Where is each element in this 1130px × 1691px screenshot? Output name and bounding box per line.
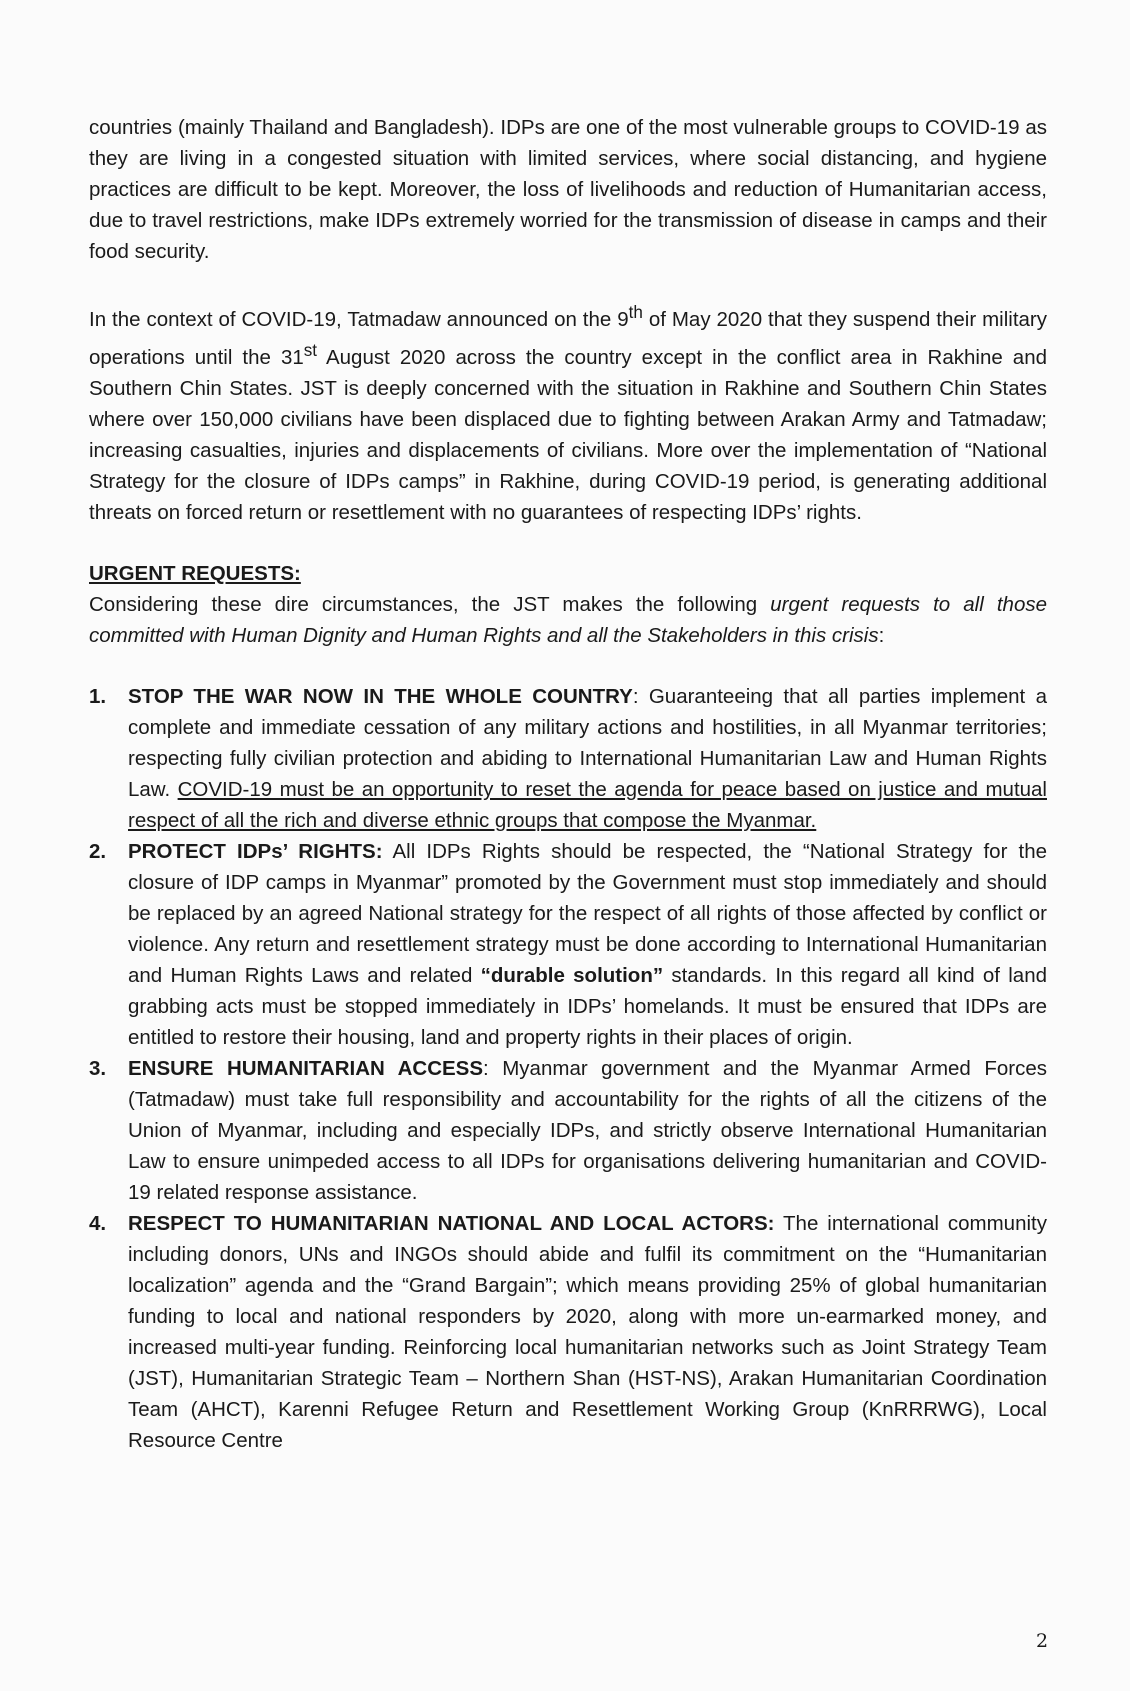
para2-text-c: August 2020 across the country except in the conflict area in Rakhine and Southern Chin States. JST is deeply concerned with the situation in Rakhine and Southern Chin States where over 150,000 civilians have been displaced due to fighting between Arakan Army and Tatmadaw; increasing casualties, injuries and displacements of civilians. More over the implementation of “National Strategy for the closure of IDPs camps” in Rakhine, during COVID-19 period, is generating additional threats on forced return or resettlement with no guarantees of respecting IDPs’ rights. [89,345,1048,524]
request-item-3 [89,1053,1047,1208]
urgent-requests-intro [89,589,1047,651]
intro-italic-text: urgent requests to all those committed with Human Dignity and Human Rights and all the Stakeholders in this crisis [89,592,1047,647]
request-item-2 [89,836,1047,1053]
request-number: 2. [89,839,107,863]
document-body [89,112,1047,1456]
request-underlined-text: COVID-19 must be an opportunity to reset the agenda for peace based on justice and mutual respect of all the rich and diverse ethnic groups that compose the Myanmar. [128,777,1047,832]
request-text: : Guaranteeing that all parties implement a complete and immediate cessation of any military actions and hostilities, in all Myanmar territories; respecting fully civilian protection and abiding to International Humanitarian Law and Human Rights Law. [128,684,1048,801]
paragraph-tatmadaw-context [89,297,1047,528]
request-item-4 [89,1208,1047,1456]
request-title: RESPECT TO HUMANITARIAN NATIONAL AND LOCAL ACTORS: [128,1211,775,1235]
urgent-requests-heading: URGENT REQUESTS: [89,561,301,585]
request-bold-phrase: “durable solution” [480,963,664,987]
request-number: 1. [89,684,107,708]
request-text: The international community including donors, UNs and INGOs should abide and fulfil its commitment on the “Humanitarian localization” agenda and the “Grand Bargain”; which means providing 25% of global humanitarian funding to local and national responders by 2020, along with more un-earmarked money, and increased multi-year funding. Reinforcing local humanitarian networks such as Joint Strategy Team (JST), Humanitarian Strategic Team – Northern Shan (HST-NS), Arakan Humanitarian Coordination Team (AHCT), Karenni Refugee Return and Resettlement Working Group (KnRRRWG), Local Resource Centre [128,1211,1047,1452]
para2-text-a: In the context of COVID-19, Tatmadaw announced on the 9 [89,307,629,331]
request-title: ENSURE HUMANITARIAN ACCESS [128,1056,484,1080]
request-number: 4. [89,1211,107,1235]
ordinal-superscript: st [303,340,318,360]
intro-text: Considering these dire circumstances, the JST makes the following [89,592,771,616]
request-title: STOP THE WAR NOW IN THE WHOLE COUNTRY [128,684,633,708]
request-text: All IDPs Rights should be respected, the “National Strategy for the closure of IDP camps in Myanmar” promoted by the Government must stop immediately and should be replaced by an agreed National strategy for the respect of all rights of those affected by conflict or violence. Any return and resettlement strategy must be done according to International Humanitarian and Human Rights Laws and related [128,839,1047,987]
para2-text-b: of May 2020 that they suspend their military operations until the 31 [89,307,1048,369]
request-text-continued: standards. In this regard all kind of land grabbing acts must be stopped immediately in IDPs’ homelands. It must be ensured that IDPs are entitled to restore their housing, land and property rights in their places of origin. [128,963,1048,1049]
page-number: 2 [1036,1630,1049,1652]
request-title: PROTECT IDPs’ RIGHTS: [128,839,383,863]
ordinal-superscript: th [628,303,643,322]
request-item-1 [89,681,1047,836]
requests-list [89,681,1047,1456]
paragraph-idp-vulnerability: countries (mainly Thailand and Bangladesh). IDPs are one of the most vulnerable groups to COVID-19 as they are living in a congested situation with limited services, where social distancing, and hygiene practices are difficult to be kept. Moreover, the loss of livelihoods and reduction of Humanitarian access, due to travel restrictions, make IDPs extremely worried for the transmission of disease in camps and their food security. [89,116,1047,263]
request-number: 3. [89,1056,107,1080]
intro-end: : [878,623,885,647]
request-text: : Myanmar government and the Myanmar Armed Forces (Tatmadaw) must take full responsibility and accountability for the rights of all the citizens of the Union of Myanmar, including and especially IDPs, and strictly observe International Humanitarian Law to ensure unimpeded access to all IDPs for organisations delivering humanitarian and COVID-19 related response assistance. [128,1056,1047,1204]
